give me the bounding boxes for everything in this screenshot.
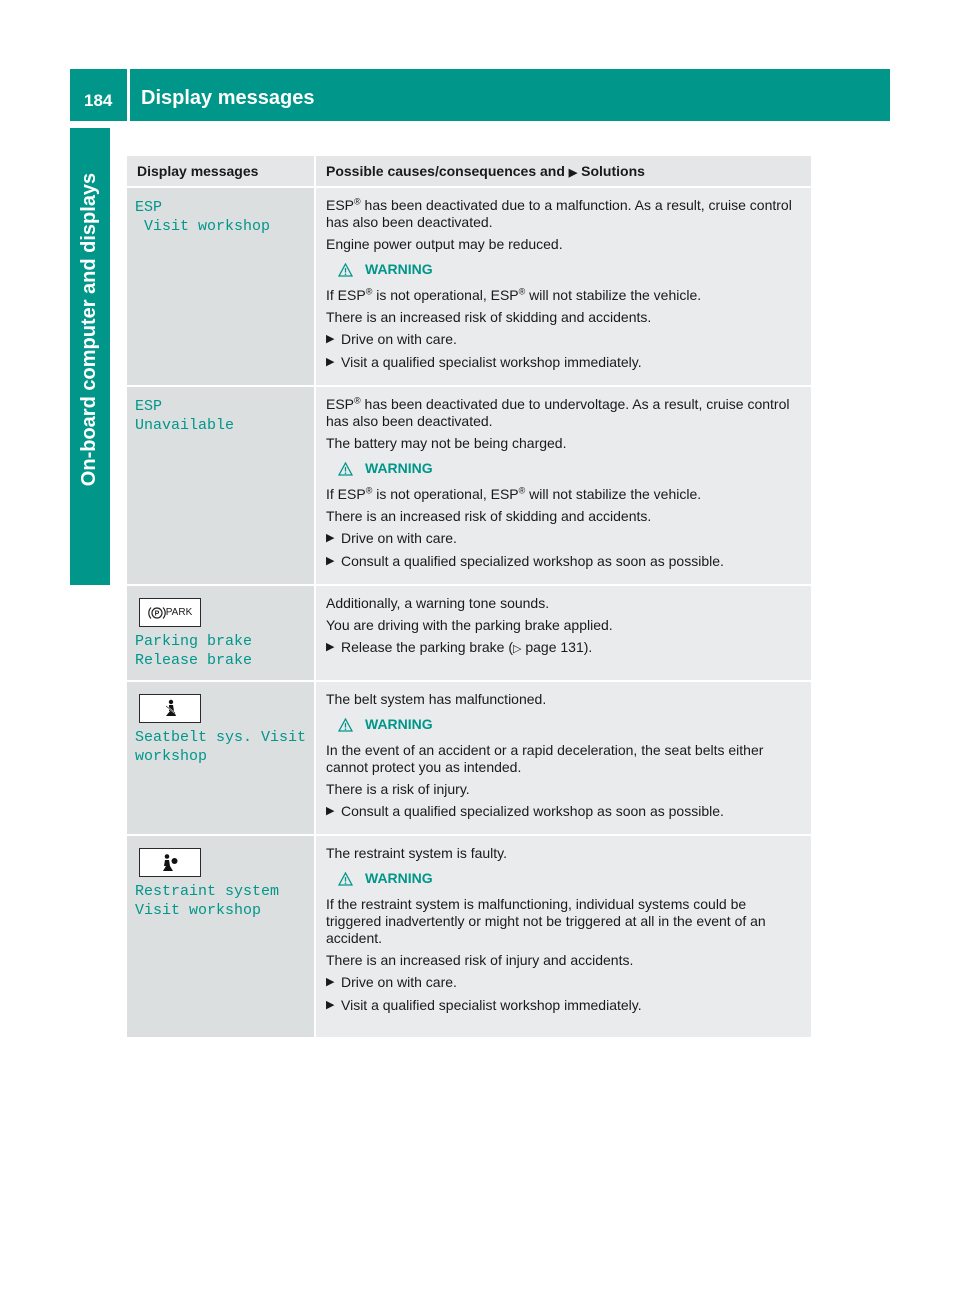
page-ref-icon: ▷ [513, 643, 522, 655]
message-line: ESP [135, 398, 163, 415]
parking-brake-indicator [139, 598, 201, 627]
message-line: Release brake [135, 652, 253, 669]
warning-label: WARNING [365, 460, 433, 476]
warning-text: If ESP® is not operational, ESP® will not stabilize the vehicle. [326, 286, 702, 303]
page-header [70, 69, 890, 121]
warning-text: If ESP® is not operational, ESP® will not stabilize the vehicle. [326, 485, 702, 502]
warning-text: If the restraint system is malfunctioning, individual systems could be triggered inadvertently or might not be triggered at all in the event of an accident. [326, 896, 766, 946]
message-line: workshop [135, 748, 208, 765]
cause-text-body: has been deactivated due to undervoltage. As a result, cruise control has also been deactivated. [326, 396, 790, 429]
airbag-icon [160, 853, 180, 873]
seatbelt-icon [161, 699, 179, 719]
cause-text: ESP® has been deactivated due to undervoltage. As a result, cruise control has also been deactivated. [326, 395, 790, 429]
table-row [127, 585, 811, 681]
step-text: Consult a qualified specialized workshop as soon as possible. [341, 803, 724, 819]
warning-triangle-icon [338, 263, 353, 277]
cause-text: The restraint system is faulty. [326, 845, 508, 861]
solution-step [326, 997, 803, 1014]
causes-cell [315, 187, 811, 386]
warning-triangle-icon [338, 462, 353, 476]
table-header-row [127, 156, 811, 187]
warning-triangle-icon [338, 718, 353, 732]
message-cell [127, 681, 315, 835]
header-divider [127, 69, 130, 121]
message-line: ESP [135, 199, 163, 216]
page-ref-link[interactable]: page 131). [525, 639, 593, 655]
message-line: Seatbelt sys. Visit [135, 729, 307, 746]
warning-triangle-icon [338, 872, 353, 886]
table-row [127, 835, 811, 1037]
solution-step [326, 354, 803, 371]
step-arrow-icon: ▶ [326, 356, 335, 368]
message-line: Parking brake [135, 633, 253, 650]
message-cell [127, 585, 315, 681]
warning-heading [338, 870, 803, 887]
causes-cell [315, 835, 811, 1037]
col-header-causes-text: Possible causes/consequences and [326, 163, 565, 179]
step-text: Drive on with care. [341, 974, 457, 990]
svg-text:P: P [154, 610, 160, 617]
solution-step [326, 974, 803, 991]
restraint-system-indicator [139, 848, 201, 877]
cause-text: You are driving with the parking brake applied. [326, 617, 613, 633]
step-text: Visit a qualified specialist workshop immediately. [341, 997, 642, 1013]
message-cell [127, 835, 315, 1037]
solution-step [326, 331, 803, 348]
cause-text: Engine power output may be reduced. [326, 236, 563, 252]
col-header-causes [315, 156, 811, 187]
step-arrow-icon: ▶ [326, 641, 335, 653]
message-line: Restraint system [135, 883, 280, 900]
col-header-messages: Display messages [127, 156, 315, 187]
page-number: 184 [84, 91, 113, 110]
causes-cell [315, 681, 811, 835]
warning-text: There is an increased risk of skidding and accidents. [326, 309, 652, 325]
chapter-tab-label-wrap [70, 128, 110, 530]
warning-label: WARNING [365, 716, 433, 732]
step-text: Release the parking brake (▷ page 131). [341, 639, 593, 655]
message-line: Visit workshop [135, 902, 262, 919]
parking-brake-icon-text: PARK [165, 607, 193, 618]
warning-text: There is an increased risk of skidding and accidents. [326, 508, 652, 524]
step-text: Drive on with care. [341, 530, 457, 546]
display-messages-table [127, 156, 811, 1037]
warning-text: There is a risk of injury. [326, 781, 470, 797]
message-line: Visit workshop [135, 218, 271, 235]
solution-step [326, 530, 803, 547]
cause-text: The battery may not be being charged. [326, 435, 567, 451]
step-text: Drive on with care. [341, 331, 457, 347]
solution-step [326, 553, 803, 570]
message-line: Unavailable [135, 417, 235, 434]
registered-mark: ® [354, 196, 361, 207]
seatbelt-indicator [139, 694, 201, 723]
page-title: Display messages [141, 87, 315, 109]
table-row [127, 187, 811, 386]
step-arrow-icon: ▶ [326, 532, 335, 544]
step-arrow-icon: ▶ [326, 333, 335, 345]
step-text: Visit a qualified specialist workshop immediately. [341, 354, 642, 370]
warning-label: WARNING [365, 870, 433, 886]
step-arrow-icon: ▶ [326, 976, 335, 988]
causes-cell [315, 585, 811, 681]
cause-text-body: has been deactivated due to a malfunction. As a result, cruise control has also been deactivated. [326, 197, 792, 230]
parking-brake-icon [148, 605, 166, 621]
warning-heading [338, 261, 803, 278]
cause-text: ESP® has been deactivated due to a malfunction. As a result, cruise control has also been deactivated. [326, 196, 792, 230]
warning-label: WARNING [365, 261, 433, 277]
cause-text: Additionally, a warning tone sounds. [326, 595, 550, 611]
warning-text: There is an increased risk of injury and accidents. [326, 952, 634, 968]
step-text: Consult a qualified specialized workshop as soon as possible. [341, 553, 724, 569]
warning-heading [338, 460, 803, 477]
cause-text: The belt system has malfunctioned. [326, 691, 547, 707]
solution-step [326, 639, 803, 658]
step-arrow-icon: ▶ [326, 555, 335, 567]
step-arrow-icon: ▶ [326, 999, 335, 1011]
chapter-tab-label: On-board computer and displays [78, 172, 101, 486]
message-cell [127, 187, 315, 386]
message-cell [127, 386, 315, 585]
warning-text: In the event of an accident or a rapid deceleration, the seat belts either cannot protect you as intended. [326, 742, 764, 775]
warning-heading [338, 716, 803, 733]
play-arrow-icon: ▶ [568, 167, 578, 179]
table-row [127, 681, 811, 835]
table-row [127, 386, 811, 585]
step-arrow-icon: ▶ [326, 805, 335, 817]
causes-cell [315, 386, 811, 585]
col-header-solutions-text: Solutions [581, 163, 645, 179]
solution-step [326, 803, 803, 820]
